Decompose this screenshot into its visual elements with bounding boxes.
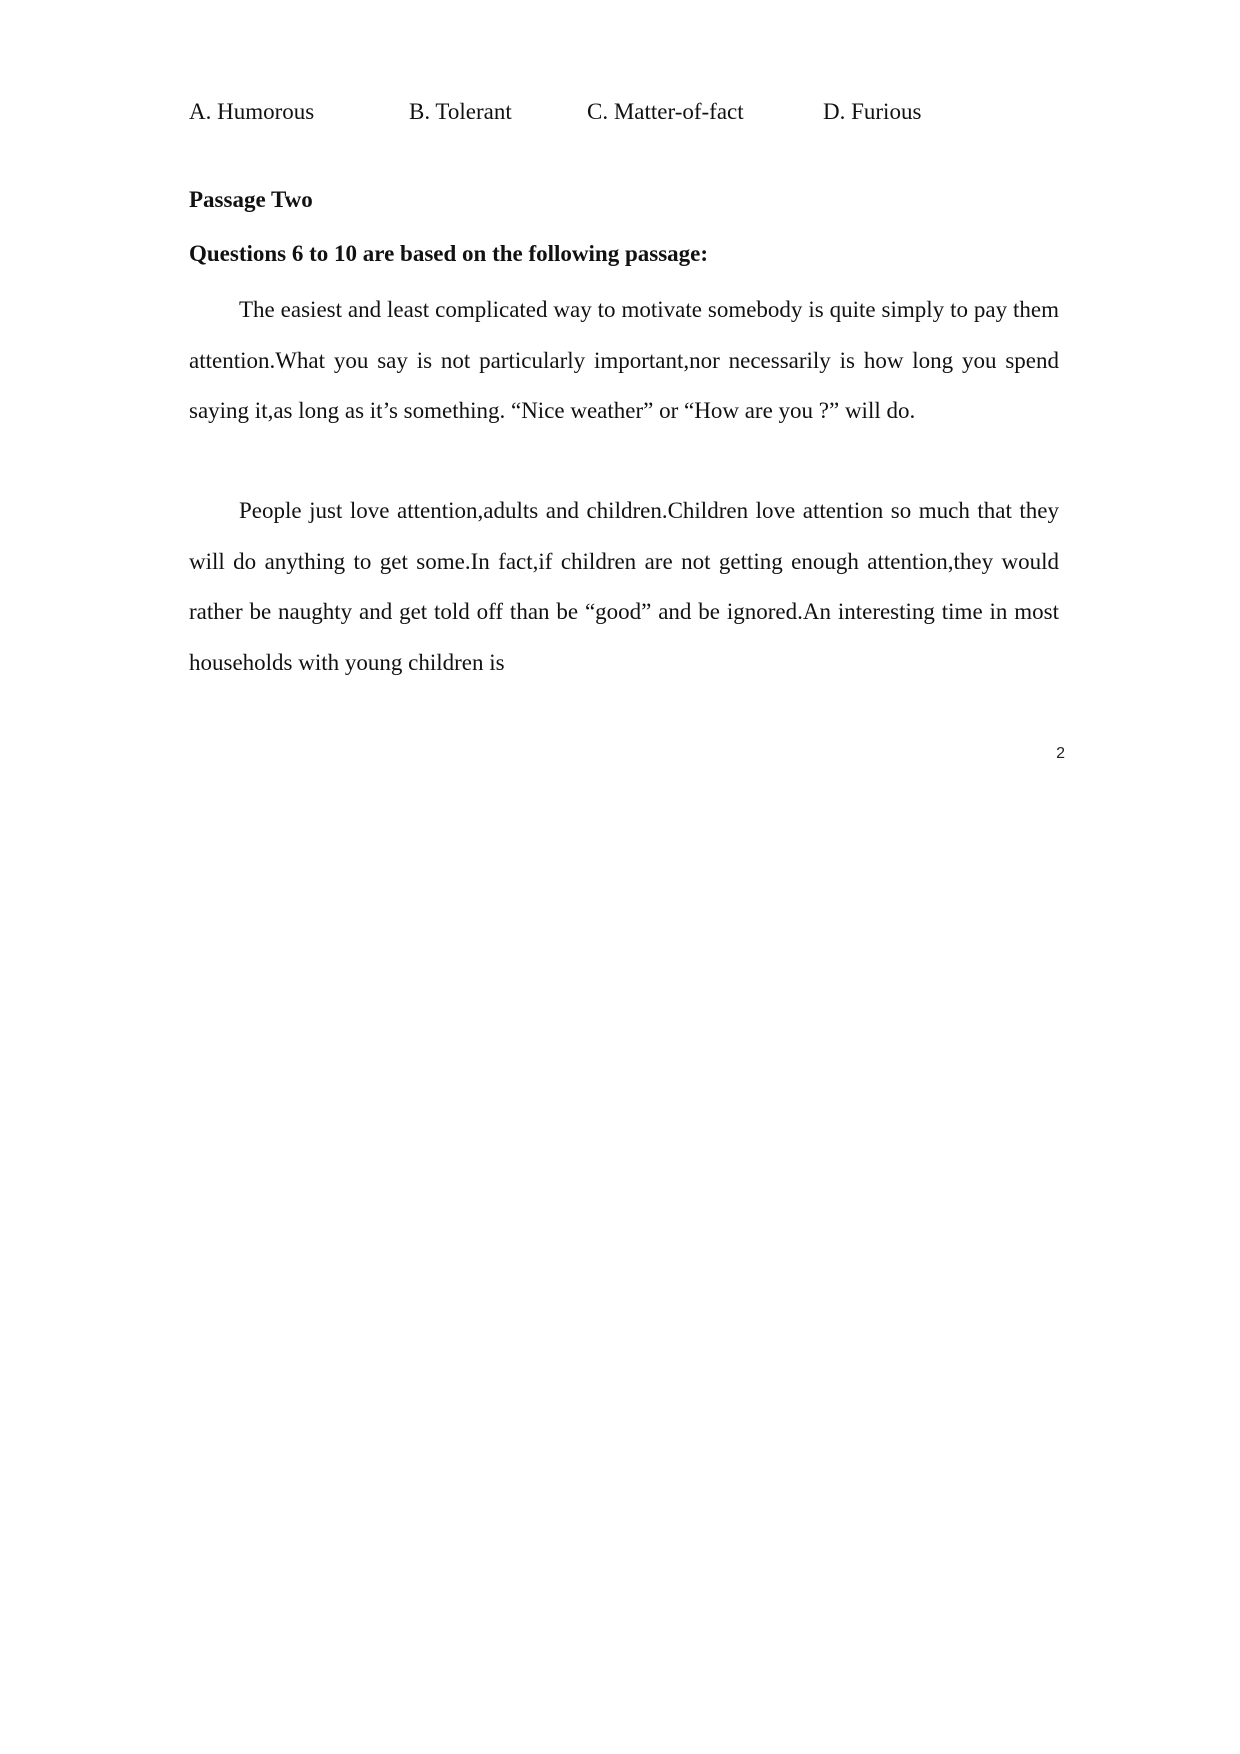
option-b: B. Tolerant <box>409 99 512 124</box>
answer-options <box>189 96 1069 128</box>
option-c: C. Matter-of-fact <box>587 99 744 124</box>
passage-title: Passage Two <box>189 187 313 212</box>
passage-instructions: Questions 6 to 10 are based on the following passage: <box>189 241 709 266</box>
page-number: 2 <box>1056 745 1065 762</box>
passage-paragraph-2: People just love attention,adults and children.Children love attention so much that they will do anything to get some.In fact,if children are not getting enough attention,they would rather be naughty and get told off than be “good” and be ignored.An interesting time in most households with young children is <box>189 498 1059 675</box>
passage-paragraph-1: The easiest and least complicated way to motivate somebody is quite simply to pay them attention.What you say is not particularly important,nor necessarily is how long you spend saying it,as long as it’s something. “Nice weather” or “How are you ?” will do. <box>189 297 1059 423</box>
option-d: D. Furious <box>823 99 922 124</box>
option-a: A. Humorous <box>189 99 315 124</box>
